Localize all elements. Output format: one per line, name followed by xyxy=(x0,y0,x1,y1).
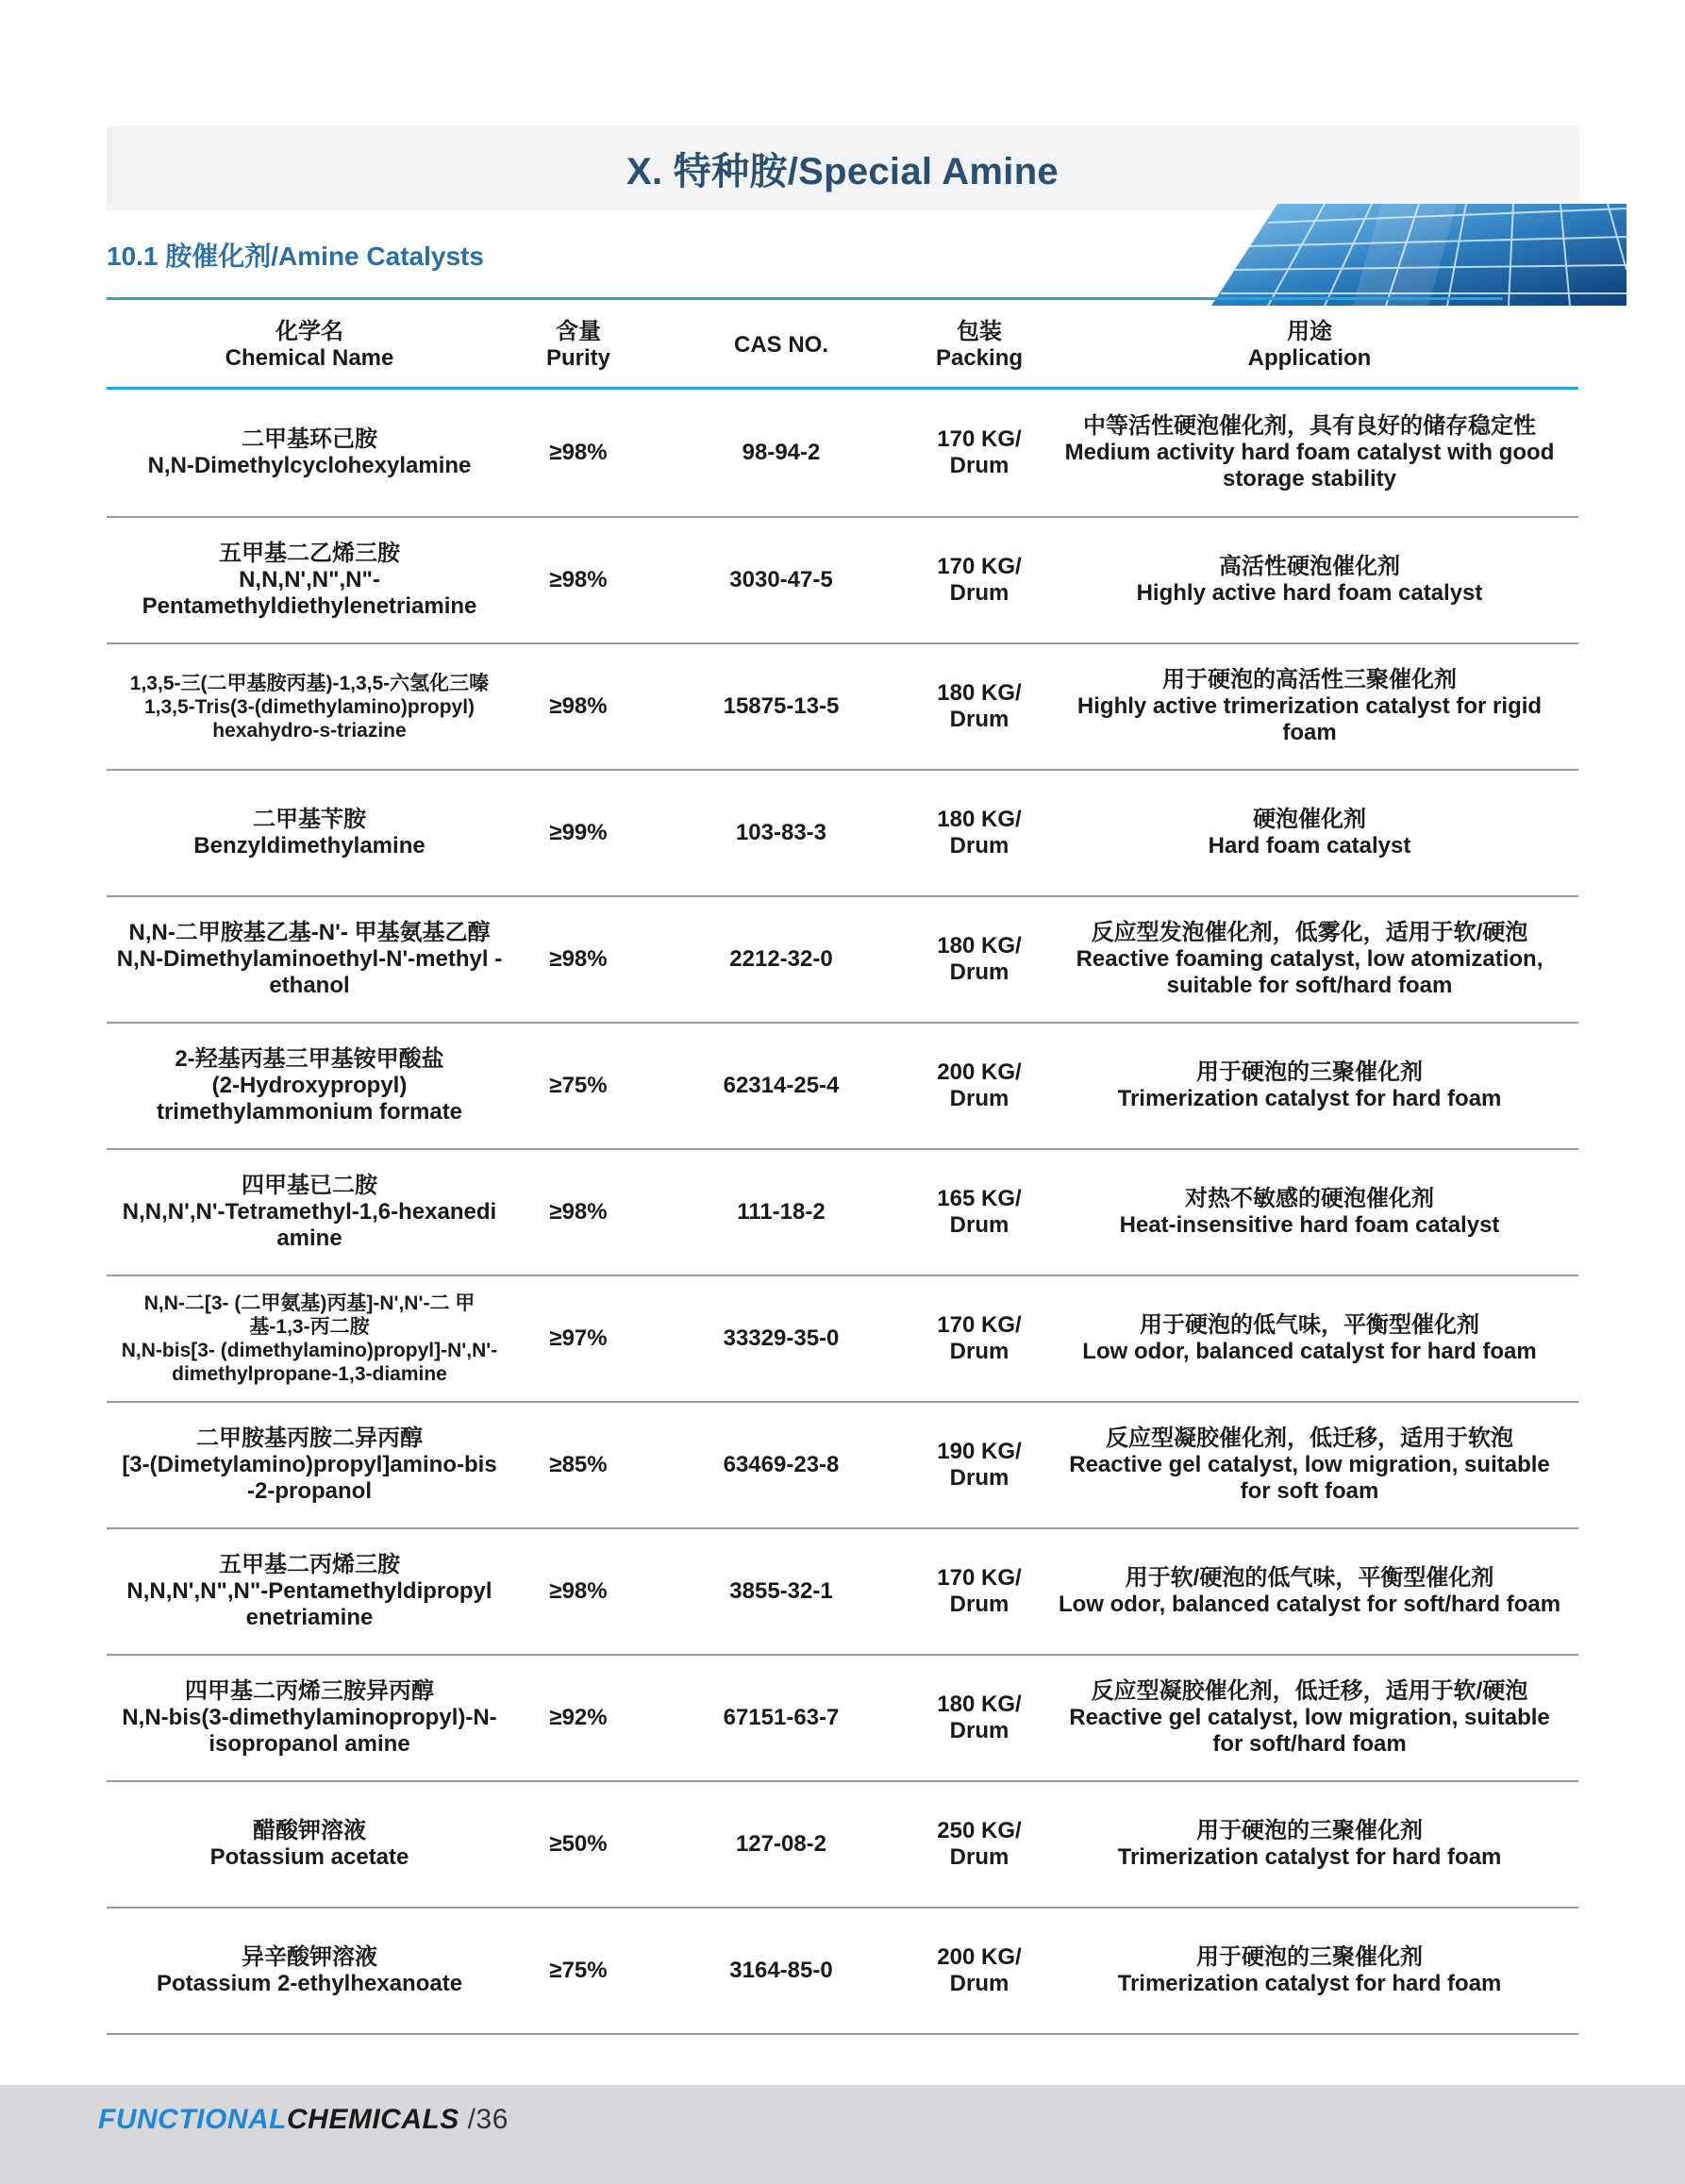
cell-cas: 127-08-2 xyxy=(735,1831,827,1857)
cell-packing: 180 KG/ Drum xyxy=(937,933,1022,985)
cell-application xyxy=(1041,1186,1578,1239)
chemical-name-zh: N,N-二[3- (二甲氨基)丙基]-N',N'-二 甲基-1,3-丙二胺 xyxy=(143,1292,475,1338)
table-row xyxy=(107,1403,1578,1529)
cell-purity: ≥50% xyxy=(549,1831,608,1857)
cell-packing: 190 KG/ Drum xyxy=(937,1439,1022,1491)
cell-cas: 3030-47-5 xyxy=(729,567,833,592)
cell-packing: 165 KG/ Drum xyxy=(937,1186,1022,1238)
cell-chemical-name xyxy=(107,1425,512,1505)
cell-application xyxy=(1041,1312,1578,1365)
cell-application xyxy=(1041,1059,1578,1112)
table-row xyxy=(107,1656,1578,1782)
amine-catalysts-table xyxy=(107,304,1578,2035)
application-en: Hard foam catalyst xyxy=(1208,833,1411,859)
cell-packing: 170 KG/ Drum xyxy=(937,1312,1022,1364)
cell-cas: 2212-32-0 xyxy=(729,946,833,972)
chemical-name-en: N,N-bis[3- (dimethylamino)propyl]-N',N'-dimethylpropane-1,3-diamine xyxy=(121,1340,498,1385)
application-en: Highly active hard foam catalyst xyxy=(1136,580,1483,606)
cell-purity: ≥97% xyxy=(549,1325,608,1351)
cell-cas: 67151-63-7 xyxy=(723,1705,840,1730)
application-en: Trimerization catalyst for hard foam xyxy=(1117,1086,1502,1111)
cell-cas: 62314-25-4 xyxy=(723,1073,840,1098)
chemical-name-en: N,N-Dimethylaminoethyl-N'-methyl -ethanol xyxy=(116,946,503,998)
application-zh: 用于硬泡的高活性三聚催化剂 xyxy=(1162,667,1457,692)
application-en: Low odor, balanced catalyst for soft/hard foam xyxy=(1058,1592,1561,1617)
header-purity: 含量 Purity xyxy=(545,319,610,371)
application-zh: 对热不敏感的硬泡催化剂 xyxy=(1185,1186,1434,1211)
application-zh: 用于硬泡的三聚催化剂 xyxy=(1196,1944,1423,1970)
chemical-name-zh: 五甲基二乙烯三胺 xyxy=(219,541,400,566)
cell-purity: ≥75% xyxy=(549,1073,608,1098)
cell-packing: 180 KG/ Drum xyxy=(937,1692,1022,1743)
application-en: Trimerization catalyst for hard foam xyxy=(1117,1971,1502,1996)
table-row xyxy=(107,897,1578,1024)
cell-purity: ≥98% xyxy=(549,946,608,972)
cell-purity: ≥98% xyxy=(549,693,608,719)
cell-purity: ≥98% xyxy=(549,1578,608,1604)
cell-chemical-name xyxy=(107,920,512,999)
cell-packing: 180 KG/ Drum xyxy=(937,807,1022,859)
cell-purity: ≥98% xyxy=(549,567,608,592)
chemical-name-en: Benzyldimethylamine xyxy=(193,833,425,859)
section-heading: 10.1 胺催化剂/Amine Catalysts xyxy=(107,242,484,271)
section-divider xyxy=(107,297,1503,300)
chemical-name-en: N,N,N',N'-Tetramethyl-1,6-hexanedi amine xyxy=(122,1199,497,1251)
cell-chemical-name xyxy=(107,1173,512,1252)
application-zh: 硬泡催化剂 xyxy=(1253,807,1366,832)
table-row xyxy=(107,1276,1578,1403)
cell-application xyxy=(1041,1565,1578,1618)
chemical-name-en: N,N-bis(3-dimethylaminopropyl)-N-isopropanol amine xyxy=(122,1705,497,1757)
cell-cas: 33329-35-0 xyxy=(723,1325,840,1351)
application-zh: 用于软/硬泡的低气味，平衡型催化剂 xyxy=(1125,1565,1494,1591)
chemical-name-zh: 醋酸钾溶液 xyxy=(253,1818,366,1843)
cell-purity: ≥98% xyxy=(549,440,608,465)
cell-application xyxy=(1041,1678,1578,1758)
cell-cas: 63469-23-8 xyxy=(723,1452,840,1477)
header-application: 用途 Application xyxy=(1247,319,1372,371)
chemical-name-en: N,N,N',N",N"-Pentamethyldipropyl enetriamine xyxy=(126,1578,492,1630)
chemical-name-zh: 2-羟基丙基三甲基铵甲酸盐 xyxy=(175,1046,444,1072)
chemical-name-zh: 四甲基二丙烯三胺异丙醇 xyxy=(185,1678,434,1704)
cell-cas: 111-18-2 xyxy=(737,1199,826,1225)
cell-purity: ≥92% xyxy=(549,1705,608,1730)
cell-application xyxy=(1041,1944,1578,1997)
application-en: Heat-insensitive hard foam catalyst xyxy=(1119,1212,1500,1238)
footer-brand: FUNCTIONALCHEMICALS /36 xyxy=(98,2104,509,2135)
application-en: Low odor, balanced catalyst for hard foam xyxy=(1082,1339,1537,1364)
table-header xyxy=(107,304,1578,390)
application-en: Reactive foaming catalyst, low atomization, suitable for soft/hard foam xyxy=(1076,946,1543,998)
chemical-name-en: (2-Hydroxypropyl) trimethylammonium formate xyxy=(156,1073,463,1125)
cell-cas: 3855-32-1 xyxy=(729,1578,833,1604)
table-row xyxy=(107,1024,1578,1150)
cell-chemical-name xyxy=(107,541,512,620)
cell-chemical-name xyxy=(107,807,512,859)
cell-application xyxy=(1041,413,1578,492)
cell-chemical-name xyxy=(107,1818,512,1871)
cell-application xyxy=(1041,1818,1578,1871)
application-zh: 高活性硬泡催化剂 xyxy=(1219,554,1400,579)
cell-purity: ≥75% xyxy=(549,1958,608,1983)
cell-chemical-name xyxy=(107,1046,512,1125)
application-en: Reactive gel catalyst, low migration, suitable for soft foam xyxy=(1069,1452,1550,1504)
cell-packing: 200 KG/ Drum xyxy=(937,1944,1022,1996)
chemical-name-zh: 二甲基苄胺 xyxy=(253,807,366,832)
cell-packing: 250 KG/ Drum xyxy=(937,1818,1022,1870)
application-zh: 反应型凝胶催化剂，低迁移，适用于软泡 xyxy=(1106,1425,1513,1451)
table-row xyxy=(107,1782,1578,1909)
chemical-name-en: [3-(Dimetylamino)propyl]amino-bis -2-propanol xyxy=(122,1452,497,1504)
chemical-name-en: Potassium acetate xyxy=(209,1844,409,1870)
header-cas: CAS NO. xyxy=(733,332,828,358)
chemical-name-zh: 1,3,5-三(二甲基胺丙基)-1,3,5-六氢化三嗪 xyxy=(129,672,490,694)
application-zh: 用于硬泡的低气味，平衡型催化剂 xyxy=(1140,1312,1479,1338)
cell-chemical-name xyxy=(107,672,512,742)
application-zh: 反应型发泡催化剂，低雾化，适用于软/硬泡 xyxy=(1091,920,1528,945)
application-en: Reactive gel catalyst, low migration, suitable for soft/hard foam xyxy=(1069,1705,1550,1757)
chemical-name-zh: 四甲基已二胺 xyxy=(242,1173,377,1198)
table-row xyxy=(107,1150,1578,1276)
chemical-name-zh: N,N-二甲胺基乙基-N'- 甲基氨基乙醇 xyxy=(128,920,491,945)
cell-purity: ≥98% xyxy=(549,1199,608,1225)
table-row xyxy=(107,644,1578,771)
application-en: Highly active trimerization catalyst for rigid foam xyxy=(1076,693,1543,745)
header-packing: 包装 Packing xyxy=(935,319,1024,371)
chemical-name-zh: 五甲基二丙烯三胺 xyxy=(219,1552,400,1577)
cell-cas: 98-94-2 xyxy=(742,440,821,465)
cell-packing: 170 KG/ Drum xyxy=(937,1565,1022,1617)
header-chemical-name: 化学名 Chemical Name xyxy=(225,319,394,371)
cell-chemical-name xyxy=(107,1292,512,1386)
cell-packing: 200 KG/ Drum xyxy=(937,1059,1022,1111)
table-row xyxy=(107,1909,1578,2035)
application-en: Trimerization catalyst for hard foam xyxy=(1117,1844,1502,1870)
application-en: Medium activity hard foam catalyst with good storage stability xyxy=(1064,440,1555,492)
building-facade-image xyxy=(1211,204,1627,306)
page-title: X. 特种胺/Special Amine xyxy=(626,150,1059,192)
chemical-name-en: N,N-Dimethylcyclohexylamine xyxy=(147,453,472,478)
table-row xyxy=(107,390,1578,518)
cell-cas: 103-83-3 xyxy=(735,820,827,845)
cell-packing: 170 KG/ Drum xyxy=(937,426,1022,478)
application-zh: 用于硬泡的三聚催化剂 xyxy=(1196,1059,1423,1085)
chemical-name-en: N,N,N',N",N"-Pentamethyldiethylenetriamine xyxy=(142,567,477,619)
chemical-name-en: 1,3,5-Tris(3-(dimethylamino)propyl) hexahydro-s-triazine xyxy=(143,695,475,742)
table-row xyxy=(107,771,1578,897)
cell-purity: ≥99% xyxy=(549,820,608,845)
cell-chemical-name xyxy=(107,426,512,479)
application-zh: 反应型凝胶催化剂，低迁移，适用于软/硬泡 xyxy=(1091,1678,1528,1704)
chemical-name-zh: 二甲胺基丙胺二异丙醇 xyxy=(196,1425,423,1451)
cell-chemical-name xyxy=(107,1552,512,1631)
table-row xyxy=(107,518,1578,644)
table-body xyxy=(107,390,1578,2035)
cell-application xyxy=(1041,807,1578,859)
application-zh: 中等活性硬泡催化剂，具有良好的储存稳定性 xyxy=(1083,413,1536,439)
cell-cas: 3164-85-0 xyxy=(729,1958,833,1983)
cell-packing: 170 KG/ Drum xyxy=(937,554,1022,606)
application-zh: 用于硬泡的三聚催化剂 xyxy=(1196,1818,1423,1843)
chemical-name-zh: 二甲基环己胺 xyxy=(242,426,377,452)
table-row xyxy=(107,1529,1578,1656)
cell-chemical-name xyxy=(107,1944,512,1997)
page-number: /36 xyxy=(467,2104,509,2135)
cell-application xyxy=(1041,554,1578,607)
chemical-name-en: Potassium 2-ethylhexanoate xyxy=(156,1971,463,1996)
cell-application xyxy=(1041,1425,1578,1505)
cell-application xyxy=(1041,920,1578,999)
chemical-name-zh: 异辛酸钾溶液 xyxy=(242,1944,377,1970)
cell-cas: 15875-13-5 xyxy=(723,693,840,719)
cell-purity: ≥85% xyxy=(549,1452,608,1477)
cell-chemical-name xyxy=(107,1678,512,1758)
cell-application xyxy=(1041,667,1578,746)
page-title-band xyxy=(107,125,1578,210)
cell-packing: 180 KG/ Drum xyxy=(937,680,1022,732)
